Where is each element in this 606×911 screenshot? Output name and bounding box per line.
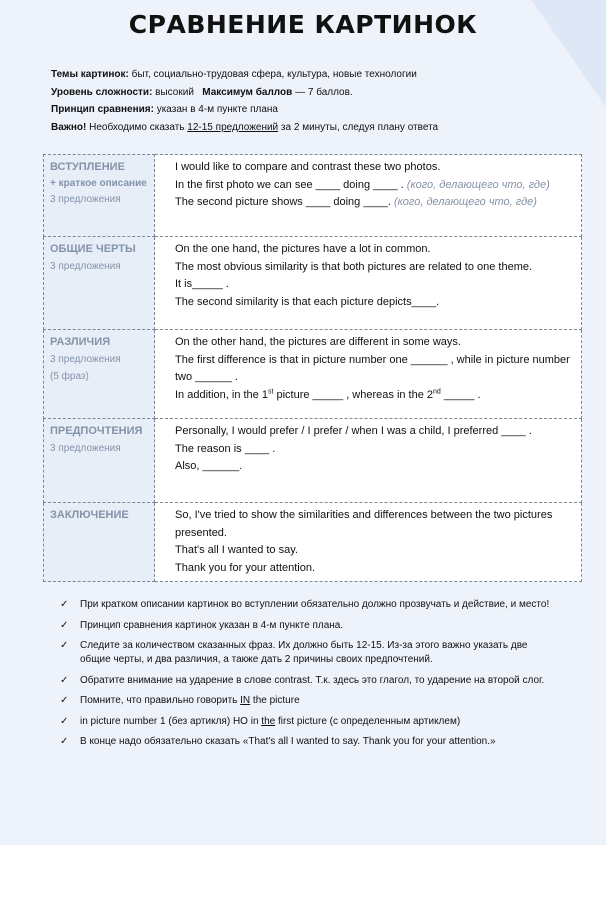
check-icon: ✓ (60, 619, 69, 631)
principle-value: указан в 4-м пункте плана (153, 104, 278, 115)
tip-text: Следите за количеством сказанных фраз. Их должно быть 12-15. Из-за этого важно указать две общие черты, и два различия, а также дать 2 причины своих предпочтений. (80, 640, 528, 665)
level-label: Уровень сложности: (51, 86, 153, 98)
section-note: 3 предложения (50, 194, 121, 205)
check-icon: ✓ (60, 640, 69, 651)
plan-line: Personally, I would prefer / I prefer / when I was a child, I preferred ____ . (175, 425, 532, 437)
section-note: 3 предложения (50, 261, 121, 272)
plan-row-differences (44, 330, 582, 419)
tip-item (60, 598, 560, 612)
important-text-after: за 2 минуты, следуя плану ответа (278, 121, 439, 133)
section-title: ОБЩИЕ ЧЕРТЫ (50, 243, 136, 255)
hint-text: (кого, делающего что, где) (393, 196, 537, 208)
tip-emphasis: the (261, 715, 276, 727)
plan-line: Also, ______. (175, 460, 243, 472)
plan-line: On the other hand, the pictures are different in some ways. (175, 336, 461, 348)
plan-line-with-hint (175, 194, 573, 212)
plan-row-preferences (44, 419, 582, 503)
plan-line-part: picture _____ , whereas in the 2 (273, 388, 434, 401)
level-value: высокий (152, 86, 194, 98)
ordinal-suffix: nd (433, 387, 441, 395)
topics-value: быт, социально-трудовая сфера, культура, новые технологии (128, 69, 417, 80)
plan-content-cell (155, 237, 582, 330)
section-note-phrases: (5 фраз) (50, 371, 89, 382)
plan-label-cell (44, 330, 155, 419)
hint-text: (кого, делающего что, где) (406, 178, 550, 191)
important-sentence-count: 12-15 предложений (187, 121, 279, 133)
plan-label-cell (44, 155, 155, 237)
plan-line-with-hint (175, 177, 573, 195)
check-icon: ✓ (60, 599, 69, 610)
plan-line: That's all I wanted to say. (175, 544, 298, 556)
plan-line: The first difference is that in picture number one ______ , while in picture number two ______ . (175, 353, 570, 383)
plan-line: The second picture shows ____ doing ____. (175, 196, 391, 208)
plan-line: Thank you for your attention. (175, 561, 316, 574)
tip-item (60, 715, 560, 729)
topics-label: Темы картинок: (51, 69, 129, 80)
section-note: 3 предложения (50, 443, 121, 454)
plan-line-part: _____ . (440, 388, 481, 401)
plan-line: The second similarity is that each picture depicts____. (175, 295, 440, 308)
plan-line: It is_____ . (175, 278, 229, 290)
tip-text (80, 716, 460, 727)
tip-text: В конце надо обязательно сказать «That's all I wanted to say. Thank you for your attention.» (80, 736, 496, 747)
tip-item (60, 674, 560, 688)
tip-text: При кратком описании картинок во вступлении обязательно должно прозвучать и действие, и место! (80, 599, 550, 610)
section-title: РАЗЛИЧИЯ (50, 336, 111, 348)
section-title: ПРЕДПОЧТЕНИЯ (50, 425, 143, 437)
tip-emphasis: IN (240, 695, 251, 706)
tip-text (80, 695, 300, 706)
section-title: ВСТУПЛЕНИЕ (50, 161, 125, 173)
plan-line: On the one hand, the pictures have a lot in common. (175, 243, 431, 255)
principle-label: Принцип сравнения: (51, 104, 154, 115)
plan-content-cell (155, 330, 582, 419)
tip-text-part: first picture (с определенным артиклем) (275, 715, 461, 727)
tip-item (60, 735, 560, 749)
plan-content-cell (155, 503, 582, 582)
important-label: Важно! (51, 121, 87, 133)
tip-text-part: Помните, что правильно говорить (80, 695, 241, 706)
tip-text: Обратите внимание на ударение в слове contrast. Т.к. здесь это глагол, то ударение на второй слог. (80, 674, 545, 686)
important-line (51, 119, 438, 137)
ordinal-suffix: st (267, 387, 274, 395)
check-icon: ✓ (60, 674, 69, 686)
section-title: ЗАКЛЮЧЕНИЕ (50, 509, 129, 521)
plan-row-conclusion (44, 503, 582, 582)
check-icon: ✓ (60, 695, 69, 706)
tip-text: Принцип сравнения картинок указан в 4-м пункте плана. (80, 619, 344, 631)
tip-text-part: the picture (250, 695, 300, 706)
important-text-before: Необходимо сказать (86, 121, 188, 133)
plan-line: The reason is ____ . (175, 442, 276, 455)
tip-item (60, 639, 560, 667)
plan-line: In the first photo we can see ____ doing ____ . (175, 178, 404, 191)
plan-row-similarities (44, 237, 582, 330)
plan-label-cell (44, 237, 155, 330)
level-line (51, 84, 438, 102)
tip-item (60, 619, 560, 633)
check-icon: ✓ (60, 736, 69, 747)
plan-line: The most obvious similarity is that both pictures are related to one theme. (175, 260, 533, 273)
tip-text-part: in picture number 1 (без артикля) НО in (80, 715, 262, 727)
plan-content-cell (155, 155, 582, 237)
plan-content-cell (155, 419, 582, 503)
tip-item (60, 694, 560, 708)
section-note: 3 предложения (50, 354, 121, 365)
tips-list (60, 598, 560, 756)
plan-line-part: In addition, in the 1 (175, 388, 268, 401)
plan-line: So, I've tried to show the similarities and differences between the two pictures presented. (175, 509, 553, 539)
principle-line (51, 101, 438, 119)
plan-row-intro (44, 155, 582, 237)
plan-line: I would like to compare and contrast these two photos. (175, 161, 441, 173)
max-score-value: — 7 баллов. (292, 86, 353, 98)
plan-label-cell (44, 419, 155, 503)
section-subtitle: + краткое описание (50, 178, 147, 189)
plan-line-ordinals (175, 387, 573, 405)
topics-line (51, 66, 438, 84)
check-icon: ✓ (60, 715, 69, 727)
page-title: СРАВНЕНИЕ КАРТИНОК (128, 10, 478, 39)
plan-label-cell (44, 503, 155, 582)
answer-plan-table (43, 154, 582, 582)
max-score-label: Максимум баллов (202, 86, 293, 98)
task-info (51, 66, 438, 136)
